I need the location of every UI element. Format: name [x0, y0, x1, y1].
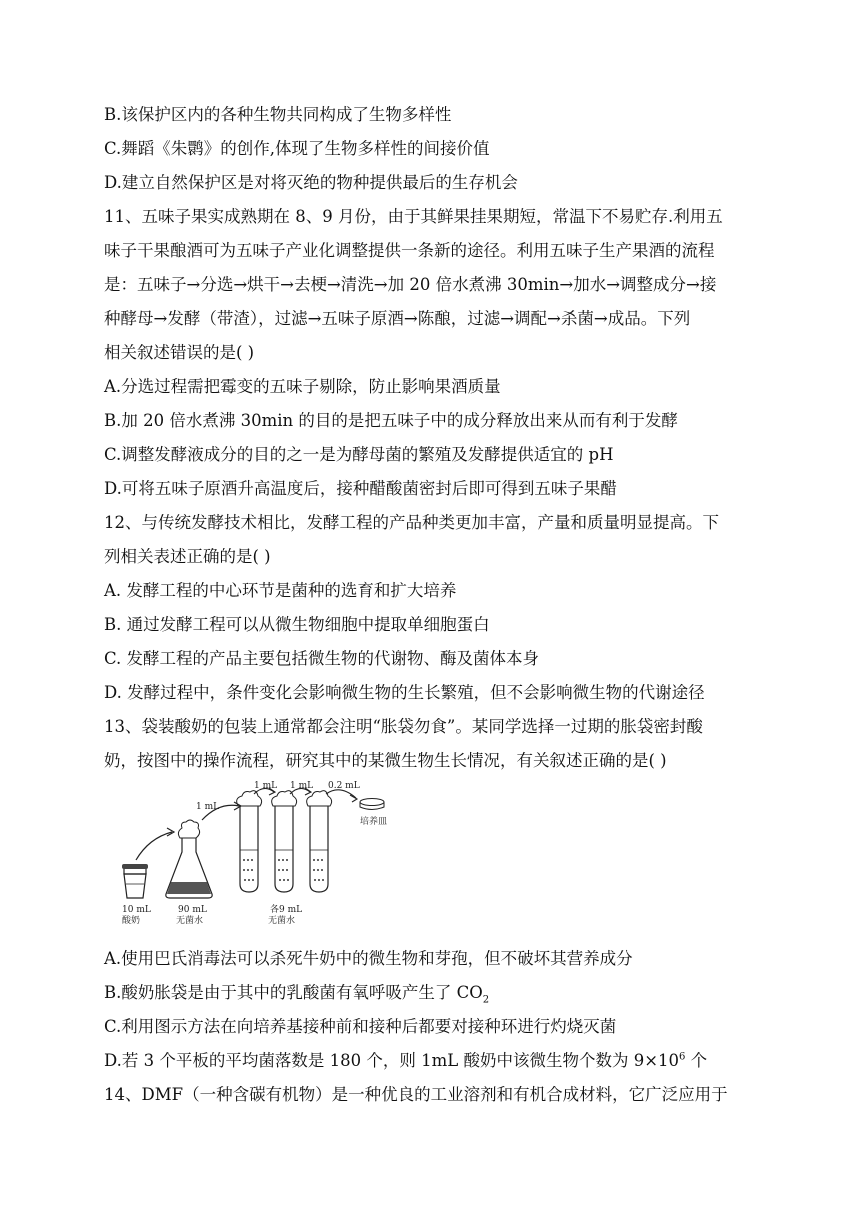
- option-b-line: B.该保护区内的各种生物共同构成了生物多样性: [104, 105, 452, 124]
- question-12-option-c: C. 发酵工程的产品主要包括微生物的代谢物、酶及菌体本身: [104, 649, 540, 668]
- yogurt-volume-label: 10 mL: [122, 905, 151, 915]
- question-14-stem: 14、DMF（一种含碳有机物）是一种优良的工业溶剂和有机合成材料，它广泛应用于: [104, 1085, 728, 1104]
- question-11-option-b: B.加 20 倍水煮沸 30min 的目的是把五味子中的成分释放出来从而有利于发酵: [104, 411, 678, 430]
- question-12-option-d: D. 发酵过程中，条件变化会影响微生物的生长繁殖，但不会影响微生物的代谢途径: [104, 683, 705, 702]
- question-13-option-a: A.使用巴氏消毒法可以杀死牛奶中的微生物和芽孢，但不破坏其营养成分: [104, 949, 633, 968]
- transfer-volume-label: 1 mL: [196, 802, 220, 812]
- question-11-option-a: A.分选过程需把霉变的五味子剔除，防止影响果酒质量: [104, 377, 501, 396]
- question-11-stem: 相关叙述错误的是( ): [104, 343, 255, 362]
- question-12-stem: 列相关表述正确的是( ): [104, 547, 271, 566]
- question-13-stem: 奶，按图中的操作流程，研究其中的某微生物生长情况，有关叙述正确的是( ): [104, 751, 667, 770]
- test-tube-2-icon: [272, 791, 297, 892]
- question-12-option-a: A. 发酵工程的中心环节是菌种的选育和扩大培养: [104, 581, 457, 600]
- tubes-water-label: 无菌水: [268, 916, 296, 926]
- dilution-experiment-figure: [104, 780, 404, 930]
- option-d-line: D.建立自然保护区是对将灭绝的物种提供最后的生存机会: [104, 173, 518, 192]
- test-tube-1-icon: [237, 791, 262, 892]
- question-12-stem: 12、与传统发酵技术相比，发酵工程的产品种类更加丰富，产量和质量明显提高。下: [104, 513, 719, 532]
- question-13-option-d: D.若 3 个平板的平均菌落数是 180 个，则 1mL 酸奶中该微生物个数为 $9\times 10^6$ 个: [104, 1051, 708, 1070]
- tubes-volume-label: 各9 mL: [270, 905, 303, 915]
- petri-dish-label: 培养皿: [360, 817, 388, 827]
- question-11-stem: 是：五味子→分选→烘干→去梗→清洗→加 20 倍水煮沸 30min→加水→调整成分→接: [104, 275, 717, 294]
- test-tube-3-icon: [307, 791, 332, 892]
- question-13-stem: 13、袋装酸奶的包装上通常都会注明“胀袋勿食”。某同学选择一过期的胀袋密封酸: [104, 717, 703, 736]
- transfer-volume-label: 1 mL: [254, 781, 278, 791]
- yogurt-name-label: 酸奶: [122, 916, 141, 926]
- question-13-option-c: C.利用图示方法在向培养基接种前和接种后都要对接种环进行灼烧灭菌: [104, 1017, 617, 1036]
- flask-volume-label: 90 mL: [178, 905, 207, 915]
- question-11-stem: 11、五味子果实成熟期在 8、9 月份，由于其鲜果挂果期短，常温下不易贮存.利用五: [104, 207, 723, 226]
- question-11-option-c: C.调整发酵液成分的目的之一是为酵母菌的繁殖及发酵提供适宜的 pH: [104, 445, 614, 464]
- question-11-stem: 种酵母→发酵（带渣），过滤→五味子原酒→陈酿，过滤→调配→杀菌→成品。下列: [104, 309, 691, 328]
- yogurt-cup-icon: [122, 864, 148, 898]
- question-12-option-b: B. 通过发酵工程可以从微生物细胞中提取单细胞蛋白: [104, 615, 490, 634]
- transfer-arrow: [136, 832, 172, 860]
- question-11-stem: 味子干果酿酒可为五味子产业化调整提供一条新的途径。利用五味子生产果酒的流程: [104, 241, 715, 260]
- petri-dish-icon: [360, 799, 384, 810]
- question-13-option-b: B.酸奶胀袋是由于其中的乳酸菌有氧呼吸产生了 $CO_2$: [104, 983, 490, 1006]
- question-11-option-d: D.可将五味子原酒升高温度后，接种醋酸菌密封后即可得到五味子果醋: [104, 479, 617, 498]
- transfer-volume-label: 1 mL: [290, 781, 314, 791]
- flask-water-label: 无菌水: [176, 916, 204, 926]
- option-c-line: C.舞蹈《朱鹮》的创作,体现了生物多样性的间接价值: [104, 139, 490, 158]
- inoculation-volume-label: 0.2 mL: [328, 781, 360, 791]
